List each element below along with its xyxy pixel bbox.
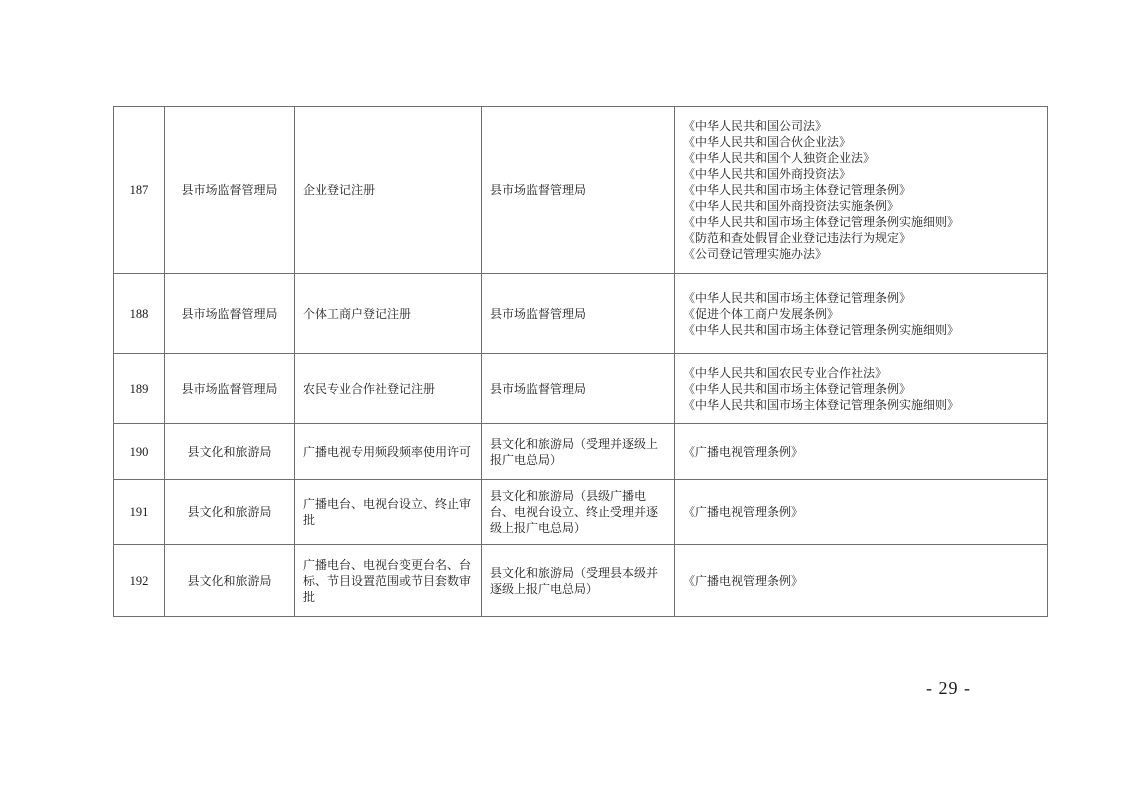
legal-basis-line: 《中华人民共和国市场主体登记管理条例》 (683, 183, 912, 197)
row-number: 191 (114, 480, 165, 545)
item-name-cell: 广播电视专用频段频率使用许可 (295, 424, 482, 480)
legal-basis-line: 《中华人民共和国市场主体登记管理条例实施细则》 (683, 215, 960, 229)
row-number: 192 (114, 545, 165, 617)
department-cell: 县市场监督管理局 (165, 274, 295, 354)
table-row (114, 107, 1048, 274)
legal-basis-line: 《中华人民共和国公司法》 (683, 119, 828, 133)
item-name-cell: 企业登记注册 (295, 107, 482, 274)
legal-basis-line: 《中华人民共和国农民专业合作社法》 (683, 365, 888, 380)
legal-basis-line: 《中华人民共和国市场主体登记管理条例实施细则》 (683, 397, 960, 412)
row-number: 190 (114, 424, 165, 480)
legal-basis-cell (675, 424, 1048, 480)
legal-basis-line: 《中华人民共和国个人独资企业法》 (683, 151, 876, 165)
authority-cell: 县市场监督管理局 (482, 274, 675, 354)
row-number: 189 (114, 354, 165, 424)
page-number: - 29 - (926, 678, 971, 698)
legal-basis-cell (675, 274, 1048, 354)
table-row (114, 354, 1048, 424)
table-row (114, 545, 1048, 617)
department-cell: 县市场监督管理局 (165, 107, 295, 274)
table-body (114, 107, 1048, 617)
department-cell: 县文化和旅游局 (165, 480, 295, 545)
department-cell: 县市场监督管理局 (165, 354, 295, 424)
authority-cell: 县文化和旅游局（受理并逐级上报广电总局） (482, 424, 675, 480)
legal-basis-cell (675, 545, 1048, 617)
authority-cell: 县市场监督管理局 (482, 107, 675, 274)
legal-basis-line: 《公司登记管理实施办法》 (683, 247, 828, 261)
table-row (114, 480, 1048, 545)
legal-basis-line: 《中华人民共和国市场主体登记管理条例》 (683, 290, 912, 305)
legal-basis-line: 《中华人民共和国外商投资法实施条例》 (683, 199, 900, 213)
row-number: 188 (114, 274, 165, 354)
legal-basis-line: 《中华人民共和国市场主体登记管理条例实施细则》 (683, 322, 960, 337)
authority-cell: 县文化和旅游局（县级广播电台、电视台设立、终止受理并逐级上报广电总局） (482, 480, 675, 545)
legal-basis-line: 《中华人民共和国外商投资法》 (683, 167, 852, 181)
legal-basis-line: 《广播电视管理条例》 (683, 573, 804, 588)
legal-basis-line: 《中华人民共和国市场主体登记管理条例》 (683, 381, 912, 396)
legal-basis-cell (675, 354, 1048, 424)
row-number: 187 (114, 107, 165, 274)
item-name-cell: 个体工商户登记注册 (295, 274, 482, 354)
table-row (114, 424, 1048, 480)
legal-basis-line: 《防范和查处假冒企业登记违法行为规定》 (683, 231, 912, 245)
authority-cell: 县市场监督管理局 (482, 354, 675, 424)
legal-basis-line: 《中华人民共和国合伙企业法》 (683, 135, 852, 149)
item-name-cell: 广播电台、电视台设立、终止审批 (295, 480, 482, 545)
department-cell: 县文化和旅游局 (165, 545, 295, 617)
legal-basis-cell (675, 480, 1048, 545)
department-cell: 县文化和旅游局 (165, 424, 295, 480)
legal-basis-cell (675, 107, 1048, 274)
legal-basis-line: 《广播电视管理条例》 (683, 444, 804, 459)
table-row (114, 274, 1048, 354)
item-name-cell: 农民专业合作社登记注册 (295, 354, 482, 424)
item-name-cell: 广播电台、电视台变更台名、台标、节目设置范围或节目套数审批 (295, 545, 482, 617)
legal-basis-line: 《广播电视管理条例》 (683, 505, 804, 519)
legal-basis-line: 《促进个体工商户发展条例》 (683, 306, 840, 321)
authority-cell: 县文化和旅游局（受理县本级并逐级上报广电总局） (482, 545, 675, 617)
approval-items-table (113, 106, 1048, 617)
